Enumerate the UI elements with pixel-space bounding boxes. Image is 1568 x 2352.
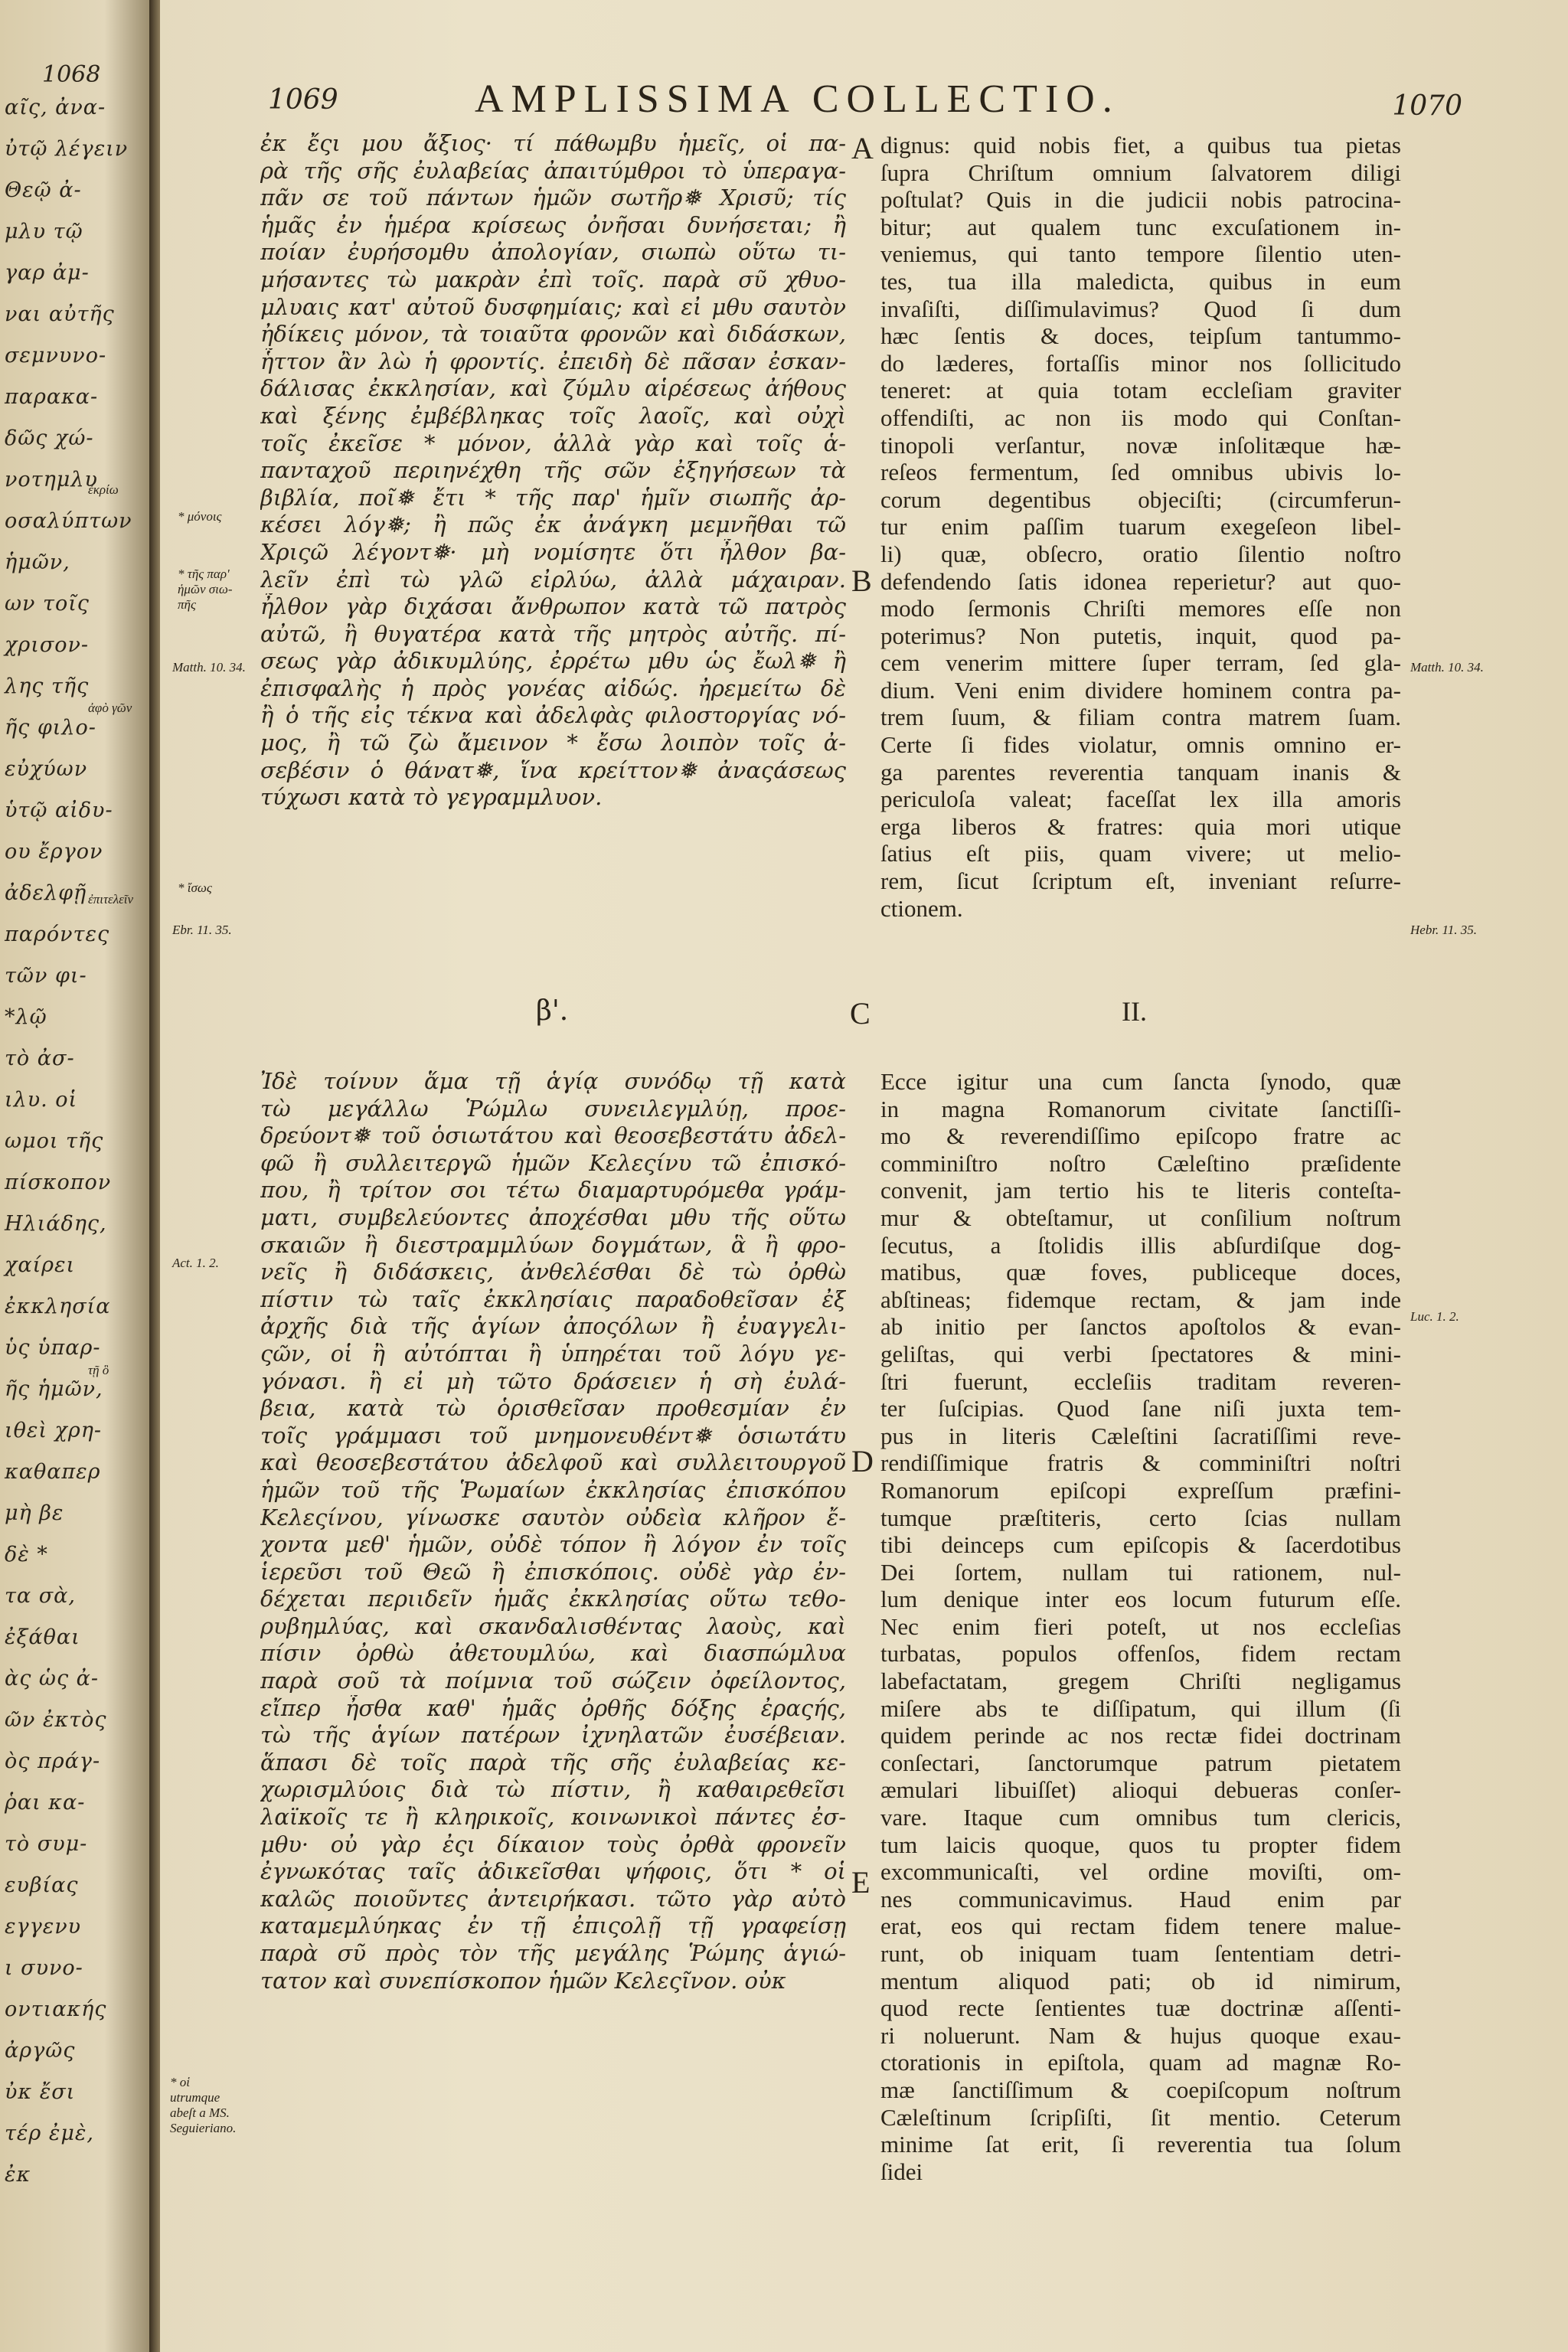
previous-page-fragment: ὐτῷ λέγειν [5, 137, 129, 161]
previous-page-fragment: ἀργῶς [5, 2039, 76, 2063]
text-line: mur & obteſtamur, ut conſilium noſtrum [880, 1204, 1401, 1231]
text-line: μλυαις κατ' αὐτοῦ δυσφημίαις; καὶ εἰ μθυ σαυτὸν [260, 293, 846, 320]
text-line: invaſiſti, diſſimulavimus? Quod ſi dum [880, 295, 1401, 322]
previous-page-fragment: δῶς χώ- [5, 426, 94, 450]
text-line: κέσει λόγ❅; ἢ πῶς ἐκ ἀνάγκη μεμνῆθαι τῶ [260, 511, 846, 538]
margin-note-variant-monois: * μόνοις [178, 509, 222, 524]
previous-page-fragment: καθαπερ [5, 1460, 101, 1484]
text-line: abſtineas; fidemque rectam, & jam inde [880, 1285, 1401, 1313]
previous-page-edge [0, 0, 152, 2352]
text-line: καλῶς ποιοῦντες ἀντειρήκασι. τῶτο γὰρ αὐτὸ [260, 1885, 846, 1912]
text-line: periculoſa valeat; faceſſat lex illa amoris [880, 786, 1401, 813]
previous-page-fragment: ὐκ ἔσι [5, 2080, 76, 2104]
text-line: πᾶν σε τοῦ πάντων ἡμῶν σωτῆρ❅ Χρισῦ; τίς [260, 185, 846, 211]
section-marker-d: D [851, 1444, 874, 1478]
text-line: ga parentes reverentia tanquam inanis & [880, 758, 1401, 786]
previous-page-note: ἐπιτελεῖν [88, 892, 134, 906]
text-line: μος, ἢ τῶ ζὼ ἄμεινον * ἔσω λοιπὸν τοῖς ἀ- [260, 730, 846, 756]
previous-page-fragment: ῥαι κα- [5, 1791, 86, 1815]
text-line: φῶ ἢ συλλειτεργῶ ἡμῶν Κελεςίνυ τῶ ἐπισκό- [260, 1149, 846, 1176]
previous-page-fragment: ων τοῖς [5, 592, 90, 616]
text-line: tur enim paſſim tuarum exegeſeon libel- [880, 513, 1401, 541]
text-line: εἴπερ ἦσθα καθ' ἡμᾶς ὀρθῆς δόξης ἐραςής, [260, 1694, 846, 1721]
text-line: erga liberos & fratres: quia mori utique [880, 812, 1401, 840]
previous-page-fragment: ἀδελφῇ [5, 881, 87, 905]
text-line: ρὰ τῆς σῆς ἐυλαβείας ἀπαιτύμθροι τὸ ὑπεραγα- [260, 157, 846, 184]
text-line: quod recte ſentientes tuæ doctrinæ aſſenti- [880, 1994, 1401, 2022]
previous-page-fragment: μλυ τῷ [5, 220, 83, 243]
text-line: καὶ ξένης ἐμβέβληκας τοῖς λαοῖς, καὶ οὐχὶ [260, 402, 846, 429]
text-line: νεῖς ἢ διδάσκεις, ἀνθελέσθαι δὲ τὼ ὀρθὼ [260, 1259, 846, 1285]
text-line: παρὰ σοῦ τὰ ποίμνια τοῦ σώζειν ὀφείλοντος, [260, 1668, 846, 1694]
text-line: reſeos fermentum, ſed omnibus ubivis lo- [880, 459, 1401, 486]
text-line: ποίαν ἐυρήσομθυ ἀπολογίαν, σιωπὼ οὕτω τι- [260, 239, 846, 266]
text-line: Ecce igitur una cum ſancta ſynodo, quæ [880, 1068, 1401, 1095]
text-line: χωρισμλύοις διὰ τὼ πίστιν, ἢ καθαιρεθεῖσι [260, 1776, 846, 1803]
text-line: modo ſermonis Chriſti memores eſſe non [880, 595, 1401, 622]
previous-page-fragment: ἐκ [5, 2163, 31, 2187]
text-line: conſectari, ſanctorumque patrum pietatem [880, 1749, 1401, 1776]
previous-page-fragment: παρακα- [5, 385, 99, 409]
text-line: ab initio per ſanctos apoſtolos & evan- [880, 1313, 1401, 1341]
previous-page-fragment: χρισον- [5, 633, 90, 657]
previous-page-fragment: ιλυ. οἱ [5, 1088, 78, 1112]
text-line: ἠδίκεις μόνον, τὰ τοιαῦτα φρονῶν καὶ διδάσκων, [260, 321, 846, 348]
text-line: li) quæ, obſecro, oratio ſilentio noſtro [880, 540, 1401, 567]
text-line: veniemus, qui tanto tempore ſilentio uten- [880, 240, 1401, 268]
text-line: mæ ſanctiſſimum & coepiſcopum noſtrum [880, 2076, 1401, 2103]
previous-page-fragment: ὑτῷ αἰδυ- [5, 799, 113, 822]
text-line: quidem perinde ac nos rectæ fidei doctrinam [880, 1722, 1401, 1749]
text-line: παρὰ σῦ πρὸς τὸν τῆς μεγάλης Ῥώμης ἁγιώ- [260, 1940, 846, 1966]
text-line: ἢ ὁ τῆς εἰς τέκνα καὶ ἀδελφὰς φιλοστοργίας νό- [260, 702, 846, 729]
previous-page-fragment: τὸ ἀσ- [5, 1047, 75, 1070]
text-line: miſere abs te diſſipatum, qui illum (ſi [880, 1694, 1401, 1722]
previous-page-fragment: ἡμῶν, [5, 550, 70, 574]
text-line: ματι, συμβελεύοντες ἀποχέσθαι μθυ τῆς οὕτω [260, 1204, 846, 1230]
text-line: hæc ſentis & doces, teipſum tantummo- [880, 322, 1401, 350]
text-line: καταμεμλύηκας ἐν τῇ ἐπιςολῇ τῇ γραφείσῃ [260, 1913, 846, 1939]
text-line: πανταχοῦ περιηνέχθη τῆς σῶν ἐξηγήσεων τὰ [260, 457, 846, 484]
margin-note-hoi: * οἱ [170, 2075, 190, 2089]
text-line: turbatas, populos offenſos, fidem rectam [880, 1640, 1401, 1668]
text-line: rem, ſicut ſcriptum eſt, inveniant reſurre- [880, 867, 1401, 895]
text-line: ſecutus, a ſtolidis illis abſurdiſque dog- [880, 1231, 1401, 1259]
text-line: ter ſuſcipias. Quod ſane niſi juxta tem- [880, 1395, 1401, 1423]
text-line: δέχεται περιιδεῖν ἡμᾶς ἐκκλησίας οὕτω τεθο- [260, 1586, 846, 1612]
text-line: τατον καὶ συνεπίσκοπον ἡμῶν Κελεςῖνον. οὐκ [260, 1967, 786, 1994]
text-line: σκαιῶν ἢ διεστραμμλύων δογμάτων, ἃ ἢ φρο- [260, 1231, 846, 1258]
right-margin-matthew: Matth. 10. 34. [1410, 660, 1484, 675]
text-line: æmulari libuiſſet) alioqui debueras conſer- [880, 1776, 1401, 1804]
section-marker-c: C [850, 996, 871, 1031]
margin-note-utrumque: utrumque [170, 2090, 220, 2105]
text-line: do læderes, fortaſſis minor nos ſollicitudo [880, 349, 1401, 377]
text-line: ſatius eſt piis, quam vivere; ut melio- [880, 840, 1401, 867]
text-line: αὐτῶ, ἢ θυγατέρα κατὰ τῆς μητρὸς αὐτῆς. πί- [260, 620, 846, 647]
text-line: πίσιν ὀρθὼ ἀθετουμλύω, καὶ διασπώμλυα [260, 1640, 846, 1667]
previous-page-fragment: ῆς ἡμῶν, [5, 1377, 103, 1401]
text-line: Certe ſi fides violatur, omnis omnino er- [880, 731, 1401, 759]
text-line: Χριςῶ λέγοντ❅· μὴ νομίσητε ὅτι ἦλθον βα- [260, 538, 846, 565]
text-line: lum denique inter eos locum futurum eſſe. [880, 1586, 1401, 1613]
previous-page-fragment: γαρ ἀμ- [5, 261, 90, 285]
margin-note-variant-1: * τῆς παρ' [178, 567, 230, 581]
text-line: tum laicis quoque, quos tu propter fidem [880, 1831, 1401, 1858]
text-line: labefactatam, gregem Chriſti negligamus [880, 1668, 1401, 1695]
previous-page-fragment: ὰς ὡς ἀ- [5, 1667, 100, 1690]
text-line: ἦλθον γὰρ διχάσαι ἄνθρωπον κατὰ τῶ πατρὸς [260, 593, 846, 620]
book-gutter [149, 0, 160, 2352]
margin-note-variant-2: ἡμῶν σιω- [178, 582, 233, 596]
margin-note-hebrews: Ebr. 11. 35. [172, 923, 232, 937]
text-line: βιβλία, ποῖ❅ ἔτι * τῆς παρ' ἡμῖν σιωπῆς ἀρ- [260, 484, 846, 511]
text-line: tumque præſtiteris, certo ſcias nullam [880, 1504, 1401, 1531]
page-number-right: 1070 [1392, 90, 1462, 122]
previous-page-fragment: αῖς, ἀνα- [5, 96, 106, 119]
text-line: ſidei [880, 2158, 923, 2185]
previous-page-fragment: παρόντες [5, 923, 110, 946]
text-line: ἱερεῦσι τοῦ Θεῶ ἢ ἐπισκόποις. οὐδὲ γὰρ ἐν- [260, 1558, 846, 1585]
previous-page-fragment: δὲ * [5, 1543, 48, 1566]
previous-page-fragment: σεμνυνο- [5, 344, 107, 368]
text-line: nes communicavimus. Haud enim par [880, 1885, 1401, 1913]
previous-page-fragment: Ηλιάδης, [5, 1212, 107, 1236]
text-line: teneret: at quia totam eccleſiam graviter [880, 377, 1401, 404]
text-line: που, ἢ τρίτον σοι τέτω διαμαρτυρόμεθα γράμ- [260, 1177, 846, 1204]
text-line: χοντα μεθ' ἡμῶν, οὐδὲ τόπον ἢ λόγον ἐν τοῖς [260, 1531, 846, 1558]
previous-page-fragment: ὸς πράγ- [5, 1749, 101, 1773]
text-line: τύχωσι κατὰ τὸ γεγραμμλυον. [260, 784, 603, 811]
margin-note-isos: * ἴσως [178, 880, 212, 895]
text-line: geliſtas, qui verbi ſpectatores & mini- [880, 1340, 1401, 1367]
text-line: Dei ſortem, nullam tui rationem, nul- [880, 1558, 1401, 1586]
text-line: τὼ τῆς ἁγίων πατέρων ἰχνηλατῶν ἐυσέβειαν. [260, 1722, 846, 1749]
text-line: matibus, quæ foves, publiceque doces, [880, 1259, 1401, 1286]
greek-column-top [260, 130, 846, 812]
previous-page-note: ἀφὸ γῶν [88, 701, 132, 715]
previous-page-fragment: τα σὰ, [5, 1584, 76, 1608]
text-line: vare. Itaque cum omnibus tum clericis, [880, 1804, 1401, 1831]
latin-section-heading: II. [1122, 996, 1147, 1027]
previous-page-note: ἐκρίω [88, 482, 119, 497]
previous-page-fragment: ῆς φιλο- [5, 716, 96, 740]
text-line: ἡμᾶς ἐν ἡμέρα κρίσεως ὀνῆσαι δυνήσεται; ἢ [260, 211, 846, 238]
previous-page-fragment: ἐξάθαι [5, 1625, 80, 1649]
previous-page-fragment: ῶν ἐκτὸς [5, 1708, 107, 1732]
latin-column-bottom [880, 1068, 1401, 2185]
text-line: ςῶν, οἱ ἢ αὐτόπται ἢ ὑπηρέται τοῦ λόγυ γε- [260, 1340, 846, 1367]
previous-page-fragment: πίσκοπον [5, 1171, 112, 1194]
text-line: dignus: quid nobis fiet, a quibus tua pietas [880, 132, 1401, 158]
text-line: καὶ θεοσεβεστάτου ἀδελφοῦ καὶ συλλειτουργοῦ [260, 1449, 846, 1476]
text-line: ctionem. [880, 894, 963, 922]
text-line: γόνασι. ἢ εἰ μὴ τῶτο δράσειεν ἡ σὴ ἐυλά- [260, 1367, 846, 1394]
previous-page-fragment: λης τῆς [5, 675, 90, 698]
text-line: μθυ· οὐ γὰρ ἐςι δίκαιον τοὺς ὀρθὰ φρονεῖν [260, 1831, 846, 1857]
margin-note-seguieriano: Seguieriano. [170, 2121, 237, 2135]
previous-page-fragment: *λῷ [5, 1005, 47, 1029]
text-line: πίστιν τὼ ταῖς ἐκκλησίαις παραδοθεῖσαν ἐξ [260, 1285, 846, 1312]
text-line: ἐπισφαλὴς ἡ πρὸς γονέας αἰδώς. ἠρεμείτω δὲ [260, 675, 846, 701]
previous-page-fragment: ι συνο- [5, 1956, 83, 1980]
text-line: ctorationis in epiſtola, quam ad magnæ Ro- [880, 2049, 1401, 2076]
text-line: poſtulat? Quis in die judicii nobis patrocina- [880, 186, 1401, 214]
previous-page-fragment: τῶν φι- [5, 964, 87, 988]
greek-column-bottom [260, 1068, 846, 1994]
previous-page-fragment: ωμοι τῆς [5, 1129, 104, 1153]
previous-page-fragment: εγγενυ [5, 1915, 82, 1939]
text-line: tibi deinceps cum epiſcopis & ſacerdotibus [880, 1531, 1401, 1559]
text-line: mo & reverendiſſimo epiſcopo fratre ac [880, 1122, 1401, 1150]
right-margin-luke: Luc. 1. 2. [1410, 1309, 1459, 1324]
previous-page-fragment: χαίρει [5, 1253, 76, 1277]
running-header [260, 77, 1462, 138]
right-margin-hebrews: Hebr. 11. 35. [1410, 923, 1478, 937]
text-line: ἅπασι δὲ τοῖς παρὰ τῆς σῆς ἐυλαβείας κε- [260, 1749, 846, 1775]
previous-page-fragment: ιθεὶ χρη- [5, 1419, 103, 1442]
text-line: cem venerim mittere ſuper terram, ſed gla- [880, 649, 1401, 677]
text-line: λαϊκοῖς τε ἢ κληρικοῖς, κοινωνικοὶ πάντες ἐσ- [260, 1804, 846, 1831]
text-line: convenit, jam tertio his te literis conteſta- [880, 1177, 1401, 1204]
text-line: poterimus? Non putetis, inquit, quod pa- [880, 622, 1401, 649]
previous-page-number: 1068 [42, 61, 101, 88]
text-line: dium. Veni enim dividere hominem contra pa- [880, 676, 1401, 704]
text-line: in magna Romanorum civitate ſanctiſſi- [880, 1095, 1401, 1122]
text-line: ἀρχῆς διὰ τῆς ἁγίων ἀποςόλων ἢ ἐυαγγελι- [260, 1313, 846, 1340]
text-line: βεια, κατὰ τὼ ὁρισθεῖσαν προθεσμίαν ἐν [260, 1395, 846, 1422]
text-line: runt, ob iniquam tuam ſententiam detri- [880, 1940, 1401, 1967]
section-marker-b: B [851, 564, 872, 598]
text-line: ſtri fuerunt, eccleſiis traditam reveren- [880, 1367, 1401, 1395]
previous-page-fragment: νοτημλυ [5, 468, 98, 492]
text-line: μήσαντες τὼ μακρὰν ἐπὶ τοῖς. παρὰ σῦ χθυο- [260, 266, 846, 292]
previous-page-fragment: ὑς ὑπαρ- [5, 1336, 101, 1360]
text-line: Ἰδὲ τοίνυν ἅμα τῇ ἁγίᾳ συνόδῳ τῇ κατὰ [260, 1068, 846, 1094]
text-line: corum degentibus objeciſti; (circumferun- [880, 485, 1401, 513]
section-marker-e: E [851, 1865, 871, 1900]
text-line: rendiſſimique fratris & comminiſtri noſtri [880, 1449, 1401, 1477]
text-line: excommunicaſti, vel ordine moviſti, om- [880, 1858, 1401, 1886]
text-line: tes, tua illa maledicta, quibus in eum [880, 267, 1401, 295]
greek-section-heading: β'. [536, 995, 569, 1027]
text-line: τοῖς γράμμασι τοῦ μνημονευθέντ❅ ὁσιωτάτυ [260, 1422, 846, 1449]
text-line: ἡμῶν τοῦ τῆς Ῥωμαίων ἐκκλησίας ἐπισκόπου [260, 1476, 846, 1503]
text-line: Nec enim fieri poteſt, ut nos eccleſias [880, 1612, 1401, 1640]
text-line: ἧττον ἂν λὼ ἡ φροντίς. ἐπειδὴ δὲ πᾶσαν ἐσκαν- [260, 348, 846, 374]
previous-page-fragment: τέρ ἐμὲ, [5, 2122, 94, 2145]
previous-page-fragment: εὐχύων [5, 757, 88, 781]
previous-page-note: τῇ ὃ [88, 1363, 109, 1377]
text-line: σεβέσιν ὁ θάνατ❅, ἵνα κρείττον❅ ἀναςάσεως [260, 756, 846, 783]
text-line: bitur; aut qualem tunc excuſationem in- [880, 213, 1401, 240]
text-line: δάλισας ἐκκλησίαν, καὶ ζύμλυ αἱρέσεως ἀήθους [260, 375, 846, 402]
previous-page-fragment: ναι αὐτῆς [5, 302, 115, 326]
text-line: δρεύοντ❅ τοῦ ὁσιωτάτου καὶ θεοσεβεστάτυ ἀδελ- [260, 1122, 846, 1149]
text-line: pus in literis Cæleſtini ſacratiſſimi reve- [880, 1422, 1401, 1449]
text-line: Romanorum epiſcopi expreſſum præfini- [880, 1476, 1401, 1504]
text-line: defendendo ſatis idonea reperietur? aut quo- [880, 567, 1401, 595]
text-line: ρυβημλύας, καὶ σκανδαλισθέντας λαοὺς, καὶ [260, 1612, 846, 1639]
margin-note-acts: Act. 1. 2. [172, 1256, 219, 1270]
text-line: ἐκ ἔςι μου ἄξιος· τί πάθωμβυ ἡμεῖς, οἱ πα- [260, 130, 846, 156]
text-line: trem ſuum, & filiam contra matrem ſuam. [880, 704, 1401, 731]
previous-page-fragment: οσαλύπτων [5, 509, 132, 533]
running-title: AMPLISSIMA COLLECTIO. [475, 77, 1120, 121]
text-line: Κελεςίνου, γίνωσκε σαυτὸν οὐδεὶα κλῆρον ἔ- [260, 1504, 846, 1530]
text-line: λεῖν ἐπὶ τὼ γλῶ εἰρλύω, ἀλλὰ μάχαιραν. [260, 566, 846, 593]
page-number-left: 1069 [268, 84, 338, 116]
text-line: σεως γὰρ ἀδικυμλύης, ἐρρέτω μθυ ὡς ἔωλ❅ ἢ [260, 648, 846, 675]
previous-page-fragment: μὴ βε [5, 1501, 64, 1525]
previous-page-fragment: οντιακής [5, 1998, 107, 2021]
latin-column-top [880, 132, 1401, 922]
text-line: ri noluerunt. Nam & hujus quoque exau- [880, 2021, 1401, 2049]
text-line: comminiſtro noſtro Cæleſtino præſidente [880, 1149, 1401, 1177]
text-line: τοῖς ἐκεῖσε * μόνον, ἀλλὰ γὰρ καὶ τοῖς ἁ- [260, 430, 846, 456]
margin-note-matthew: Matth. 10. 34. [172, 660, 246, 675]
margin-note-variant-3: πῆς [178, 597, 196, 612]
previous-page-fragment: τὸ συμ- [5, 1832, 88, 1856]
previous-page-fragment: ου ἔργον [5, 840, 103, 864]
text-line: Cæleſtinum ſcripſiſti, ſit mentio. Ceterum [880, 2103, 1401, 2131]
previous-page-fragment: Θεῷ ἀ- [5, 178, 82, 202]
section-marker-a: A [851, 131, 874, 165]
text-line: minime ſat erit, ſi reverentia tua ſolum [880, 2131, 1401, 2158]
text-line: tinopoli verſantur, novæ inſolitæque hæ- [880, 431, 1401, 459]
margin-note-abest: abeſt a MS. [170, 2105, 230, 2120]
text-line: ſupra Chriſtum omnium ſalvatorem diligi [880, 158, 1401, 186]
previous-page-fragment: ευβίας [5, 1873, 79, 1897]
text-line: offendiſti, ac non iis modo qui Conſtan- [880, 403, 1401, 431]
text-line: τὼ μεγάλλω Ῥώμλω συνειλεγμλύῃ, προε- [260, 1095, 846, 1122]
text-line: erat, eos qui rectam fidem tenere malue- [880, 1913, 1401, 1940]
previous-page-fragment: ἐκκλησία [5, 1295, 111, 1318]
text-line: mentum aliquod pati; ob id nimirum, [880, 1967, 1401, 1994]
text-line: ἐγνωκότας ταῖς ἀδικεῖσθαι ψήφοις, ὅτι * οἱ [260, 1858, 846, 1885]
